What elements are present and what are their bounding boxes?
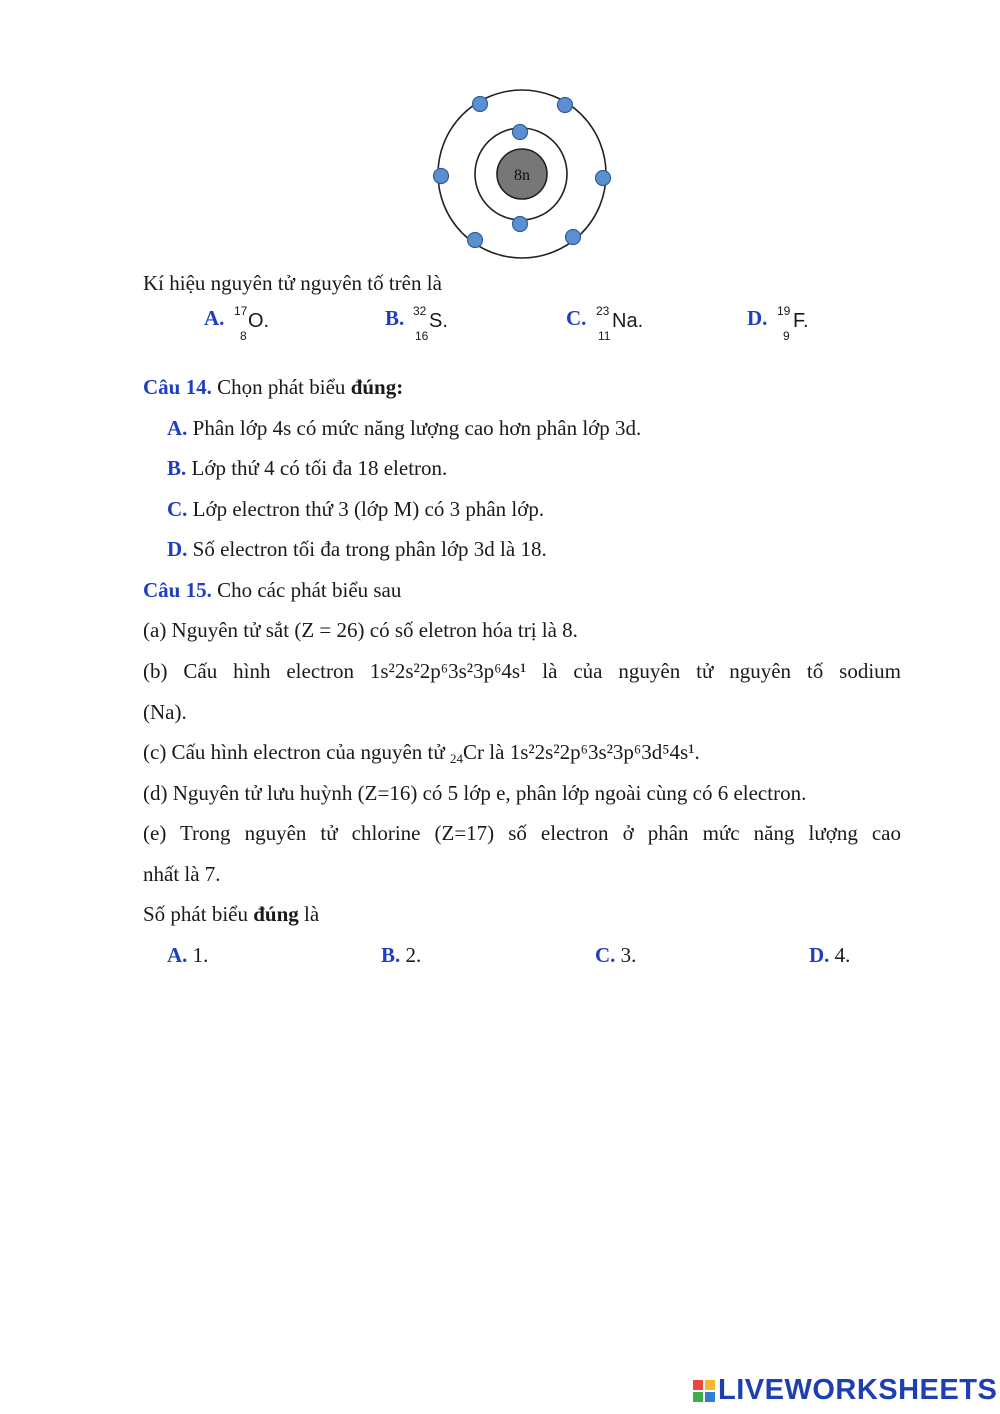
question-keyword: đúng [253, 902, 299, 926]
electron-inner-top [513, 125, 528, 140]
atomic-number-subscript: 24 [450, 751, 464, 766]
q15-statement-b [143, 657, 901, 685]
q13-stem: Kí hiệu nguyên tử nguyên tố trên là [143, 271, 442, 295]
option-letter: A. [167, 943, 188, 967]
atomic-number: 16 [415, 329, 429, 343]
element-symbol: O. [248, 310, 270, 332]
brand-name: LIVEWORKSHEETS [718, 1374, 998, 1406]
option-letter: B. [381, 943, 401, 967]
q15-stem [143, 576, 401, 604]
electron-inner-bottom [513, 217, 528, 232]
electron-outer-5 [468, 233, 483, 248]
q14-stem [143, 373, 403, 401]
q14-option-d[interactable] [167, 535, 547, 563]
q14-option-b[interactable] [167, 454, 447, 482]
q15-statement-a: (a) Nguyên tử sắt (Z = 26) có số eletron hóa trị là 8. [143, 618, 578, 642]
option-letter: A. [204, 306, 225, 330]
nucleus-label: 8n [514, 167, 530, 184]
electron-configuration: 1s²2s²2p⁶3s²3p⁶4s¹ [369, 659, 527, 683]
q14-option-c[interactable] [167, 495, 544, 523]
question-text: Số phát biểu [143, 902, 254, 926]
mass-number: 23 [596, 304, 610, 318]
question-text: Chọn phát biểu [211, 375, 351, 399]
option-text: 4. [829, 943, 851, 967]
option-text: Lớp thứ 4 có tối đa 18 eletron. [186, 456, 448, 480]
electron-outer-2 [558, 98, 573, 113]
liveworksheets-icon [692, 1379, 716, 1403]
option-text: Lớp electron thứ 3 (lớp M) có 3 phân lớp. [187, 497, 545, 521]
statement-text: . [694, 740, 700, 764]
atomic-number: 11 [598, 329, 611, 343]
element-symbol: Cr [463, 740, 485, 764]
question-keyword: đúng: [350, 375, 404, 399]
electron-outer-1 [473, 97, 488, 112]
element-symbol: F. [793, 310, 809, 332]
mass-number: 17 [234, 304, 248, 318]
q15-option-d[interactable] [809, 941, 850, 969]
option-letter: D. [167, 537, 188, 561]
option-letter: C. [566, 306, 587, 330]
statement-text: (b) Cấu hình electron [143, 659, 354, 683]
question-label: Câu 15. [143, 578, 212, 602]
option-letter: C. [595, 943, 616, 967]
question-text: Cho các phát biểu sau [211, 578, 402, 602]
q15-option-b[interactable] [381, 941, 421, 969]
option-letter: B. [385, 306, 405, 330]
atomic-number: 8 [240, 329, 247, 343]
q15-statement-d: (d) Nguyên tử lưu huỳnh (Z=16) có 5 lớp e, phân lớp ngoài cùng có 6 electron. [143, 781, 807, 805]
option-text: 2. [400, 943, 422, 967]
electron-configuration: 1s²2s²2p⁶3s²3p⁶3d⁵4s¹ [509, 740, 695, 764]
option-letter: A. [167, 416, 188, 440]
statement-text: (c) Cấu hình electron của nguyên tử [143, 740, 451, 764]
mass-number: 32 [413, 304, 427, 318]
element-symbol: Na. [612, 310, 644, 332]
option-letter: D. [809, 943, 830, 967]
electron-outer-3 [434, 169, 449, 184]
mass-number: 19 [777, 304, 791, 318]
question-label: Câu 14. [143, 375, 212, 399]
q15-ask [143, 900, 319, 928]
option-text: Số electron tối đa trong phân lớp 3d là 18. [187, 537, 547, 561]
electron-outer-4 [596, 171, 611, 186]
question-text: là [298, 902, 320, 926]
q15-option-c[interactable] [595, 941, 636, 969]
statement-text: là của nguyên tử nguyên tố sodium [542, 659, 902, 683]
option-text: 3. [615, 943, 637, 967]
atom-diagram [420, 85, 620, 260]
option-letter: D. [747, 306, 768, 330]
q15-statement-b-cont: (Na). [143, 700, 187, 724]
option-letter: B. [167, 456, 187, 480]
element-symbol: S. [429, 310, 448, 332]
option-text: 1. [187, 943, 209, 967]
q14-option-a[interactable] [167, 414, 641, 442]
option-text: Phân lớp 4s có mức năng lượng cao hơn phân lớp 3d. [187, 416, 642, 440]
electron-outer-6 [566, 230, 581, 245]
q15-statement-c [143, 738, 700, 766]
option-letter: C. [167, 497, 188, 521]
q15-statement-e: (e) Trong nguyên tử chlorine (Z=17) số electron ở phân mức năng lượng cao [143, 821, 901, 845]
q15-statement-e-cont: nhất là 7. [143, 862, 221, 886]
liveworksheets-logo[interactable] [692, 1374, 997, 1407]
atomic-number: 9 [783, 329, 790, 343]
statement-text: là [484, 740, 510, 764]
q15-option-a[interactable] [167, 941, 208, 969]
